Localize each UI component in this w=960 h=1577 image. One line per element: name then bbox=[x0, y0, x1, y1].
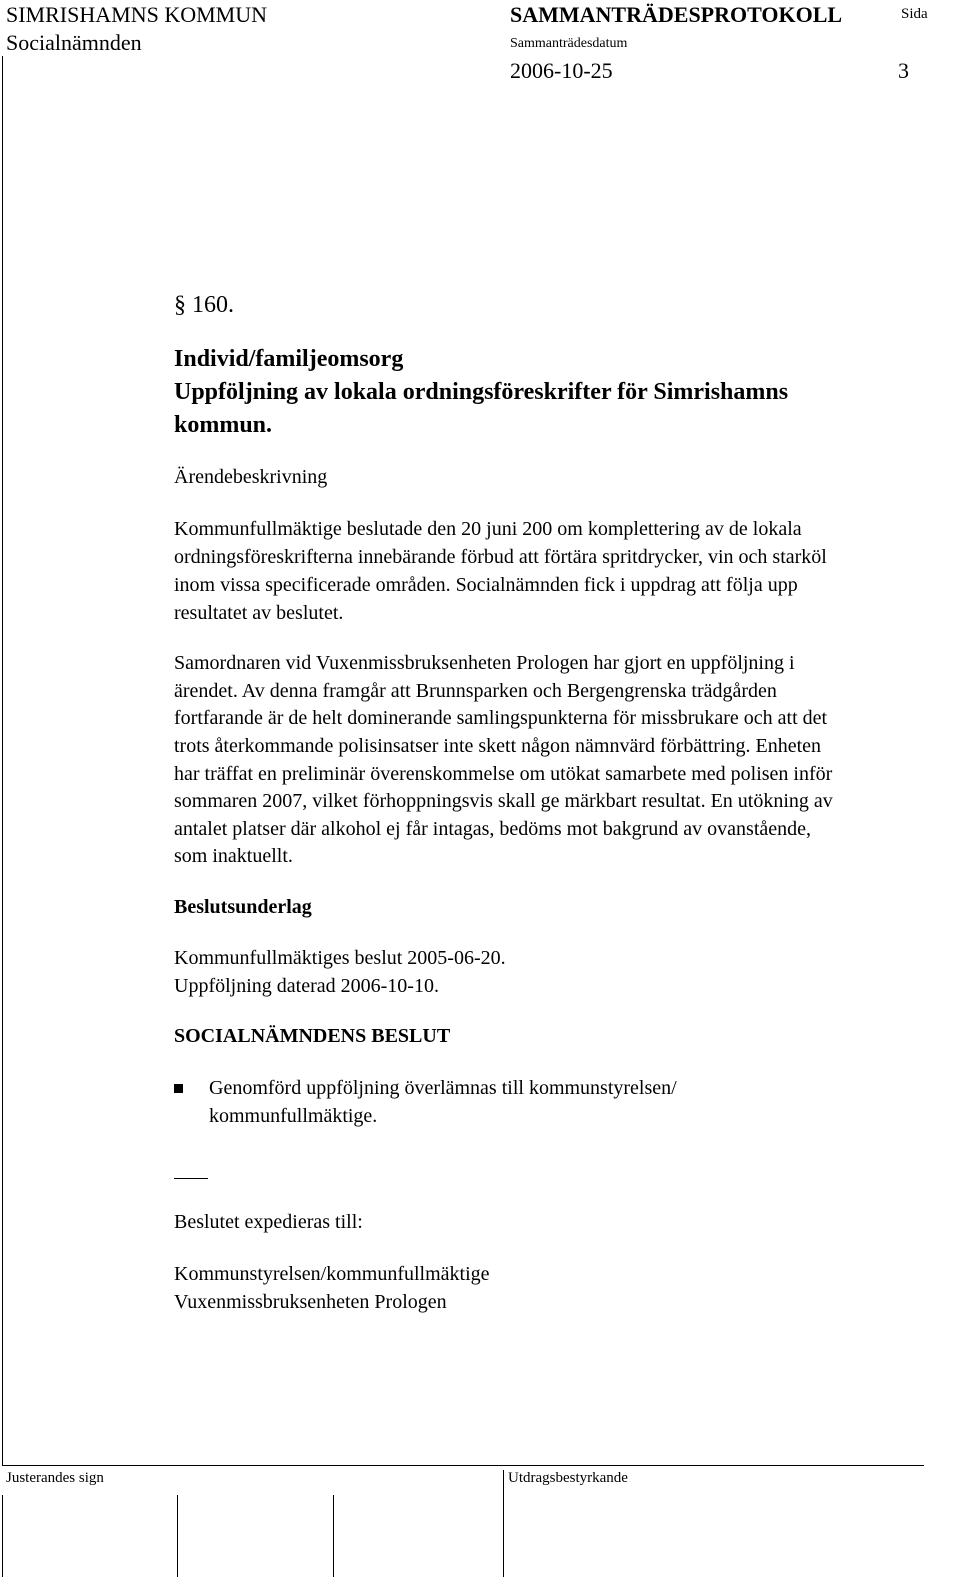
expedieras-title: Beslutet expedieras till: bbox=[174, 1211, 363, 1233]
paragraph-number: § 160. bbox=[174, 292, 234, 318]
signature-divider bbox=[333, 1495, 334, 1577]
signature-divider bbox=[503, 1470, 504, 1577]
paragraph-line: Samordnaren vid Vuxenmissbruksenheten Prologen har gjort en uppföljning i bbox=[174, 652, 795, 674]
section-heading-2: Uppföljning av lokala ordningsföreskrifter för Simrishamns bbox=[174, 379, 789, 405]
paragraph-line: antalet platser där alkohol ej får intagas, bedöms mot bakgrund av ovanstående, bbox=[174, 818, 812, 840]
signature-divider bbox=[177, 1495, 178, 1577]
utdragsbestyrkande-label: Utdragsbestyrkande bbox=[508, 1470, 628, 1486]
left-margin-line bbox=[2, 56, 3, 1466]
paragraph-line: Kommunfullmäktige beslutade den 20 juni 200 om komplettering av de lokala bbox=[174, 518, 802, 540]
paragraph-line: ordningsföreskrifterna innebärande förbud att förtära spritdrycker, vin och starköl bbox=[174, 546, 827, 568]
paragraph-line: har träffat en preliminär överenskommelse om utökat samarbete med polisen inför bbox=[174, 763, 833, 785]
paragraph-line: inom vissa specificerade områden. Socialnämnden fick i uppdrag att följa upp bbox=[174, 574, 798, 596]
justerandes-sign-label: Justerandes sign bbox=[6, 1470, 104, 1486]
section-heading-3: kommun. bbox=[174, 412, 273, 438]
meeting-date: 2006-10-25 bbox=[510, 58, 613, 83]
separator-line bbox=[174, 1178, 208, 1179]
document-type: SAMMANTRÄDESPROTOKOLL bbox=[510, 2, 843, 27]
paragraph-line: resultatet av beslutet. bbox=[174, 602, 344, 624]
beslutsunderlag-item: Kommunfullmäktiges beslut 2005-06-20. bbox=[174, 947, 506, 969]
arendebeskrivning-title: Ärendebeskrivning bbox=[174, 466, 328, 488]
paragraph-line: som inaktuellt. bbox=[174, 845, 293, 867]
department-name: Socialnämnden bbox=[6, 30, 142, 55]
date-label: Sammanträdesdatum bbox=[510, 36, 628, 51]
page-label: Sida bbox=[901, 6, 928, 22]
paragraph-line: fortfarande är de helt dominerande samlingspunkterna för missbrukare och att det bbox=[174, 707, 828, 729]
signature-divider bbox=[2, 1495, 3, 1577]
beslutsunderlag-title: Beslutsunderlag bbox=[174, 896, 312, 918]
paragraph-line: trots återkommande polisinsatser inte skett någon nämnvärd förbättring. Enheten bbox=[174, 735, 822, 757]
org-name: SIMRISHAMNS KOMMUN bbox=[6, 2, 267, 27]
paragraph-line: sommaren 2007, vilket förhoppningsvis skall ge märkbart resultat. En utökning av bbox=[174, 790, 833, 812]
beslut-bullet-line: Genomförd uppföljning överlämnas till kommunstyrelsen/ bbox=[209, 1077, 677, 1099]
page-number: 3 bbox=[898, 58, 909, 83]
recipient: Vuxenmissbruksenheten Prologen bbox=[174, 1291, 447, 1313]
footer-line bbox=[2, 1465, 924, 1466]
beslut-bullet-line: kommunfullmäktige. bbox=[209, 1105, 378, 1127]
bullet-icon bbox=[174, 1084, 183, 1093]
recipient: Kommunstyrelsen/kommunfullmäktige bbox=[174, 1263, 490, 1285]
section-heading-1: Individ/familjeomsorg bbox=[174, 346, 404, 372]
beslut-title: SOCIALNÄMNDENS BESLUT bbox=[174, 1025, 451, 1047]
paragraph-line: ärendet. Av denna framgår att Brunnsparken och Bergengrenska trädgården bbox=[174, 680, 777, 702]
beslutsunderlag-item: Uppföljning daterad 2006-10-10. bbox=[174, 975, 439, 997]
